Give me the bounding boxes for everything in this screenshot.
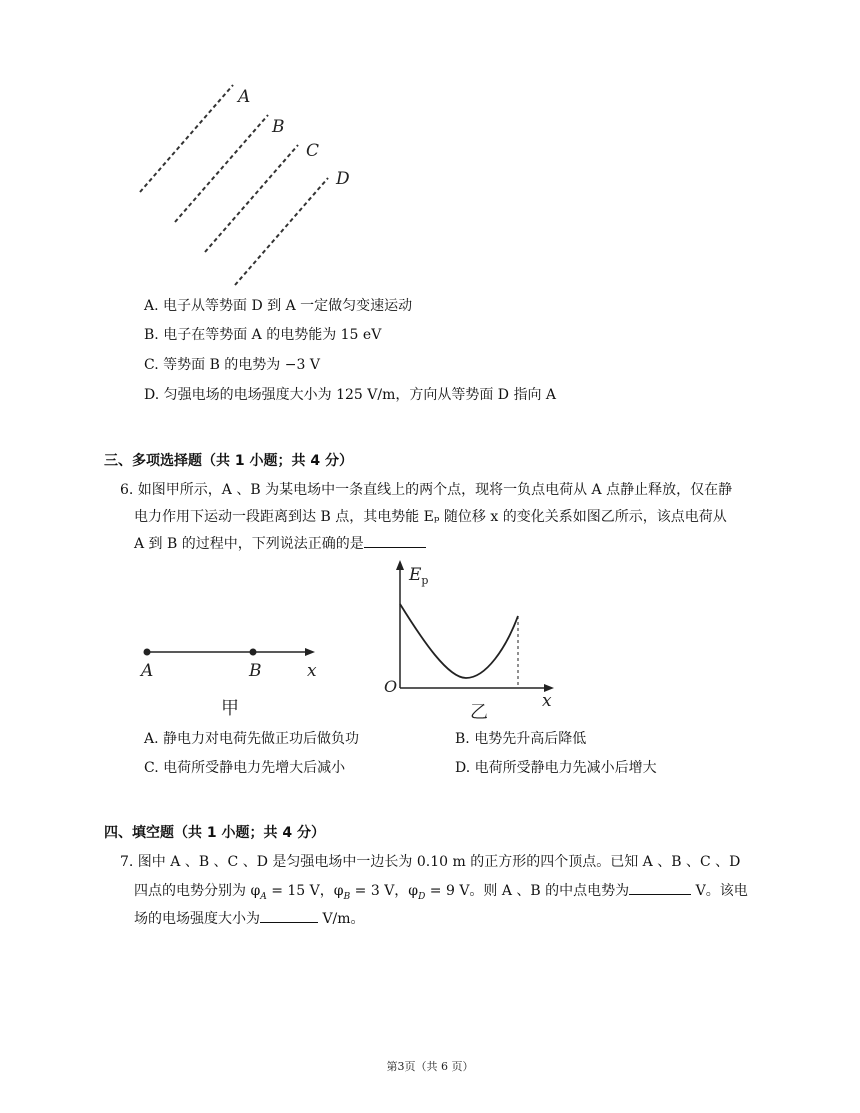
q5-option-b[interactable]: B. 电子在等势面 A 的电势能为 15 eV (144, 327, 382, 343)
q7-text: = 9 V。则 A 、B 的中点电势为 (425, 883, 630, 899)
q7-line-3 (134, 908, 365, 929)
caption-yi: 乙 (470, 702, 488, 723)
point-b-dot (250, 649, 257, 656)
origin-label: O (384, 677, 398, 696)
subscript-d: D (418, 891, 426, 902)
q7-line-2 (134, 880, 748, 907)
plane-a-label: A (238, 87, 251, 107)
x-axis-label-yi: x (542, 691, 552, 711)
plane-b-label: B (272, 117, 285, 137)
q6-option-a[interactable]: A. 静电力对电荷先做正功后做负功 (144, 731, 360, 747)
figure-yi (378, 556, 568, 726)
point-b-label: B (249, 661, 262, 681)
subscript-a: A (260, 891, 267, 902)
q7-text: V。该电 (691, 883, 748, 899)
x-axis-label: x (307, 661, 317, 681)
q6-line-2: 电力作用下运动一段距离到达 B 点，其电势能 Eₚ 随位移 x 的变化关系如图乙所示，该点电荷从 (134, 509, 727, 525)
q5-option-c[interactable]: C. 等势面 B 的电势为 −3 V (144, 357, 320, 373)
q6-line-1: 6. 如图甲所示，A 、B 为某电场中一条直线上的两个点，现将一负点电荷从 A 点静止释放，仅在静 (120, 482, 733, 498)
q5-option-d[interactable]: D. 匀强电场的电场强度大小为 125 V/m，方向从等势面 D 指向 A (144, 387, 557, 403)
q7-blank-1[interactable] (629, 880, 691, 895)
plane-d-label: D (336, 169, 350, 189)
point-a-label: A (141, 661, 154, 681)
q6-line-3-text: A 到 B 的过程中，下列说法正确的是 (134, 536, 364, 552)
q7-text: = 3 V，φ (350, 883, 419, 899)
q7-text: = 15 V，φ (266, 883, 344, 899)
ep-curve (400, 604, 518, 678)
figure-jia (135, 640, 335, 720)
q7-text: V/m。 (318, 911, 365, 927)
section-4-title: 四、填空题（共 1 小题；共 4 分） (104, 825, 325, 841)
section-3-title: 三、多项选择题（共 1 小题；共 4 分） (104, 453, 353, 469)
q7-blank-2[interactable] (260, 908, 318, 923)
equipotential-figure (130, 80, 370, 300)
q6-option-d[interactable]: D. 电荷所受静电力先减小后增大 (455, 760, 657, 776)
plane-a-line (140, 85, 233, 192)
q6-option-b[interactable]: B. 电势先升高后降低 (455, 731, 587, 747)
subscript-b: B (343, 891, 351, 902)
q7-line-1: 7. 图中 A 、B 、C 、D 是匀强电场中一边长为 0.10 m 的正方形的四个顶点。已知 A 、B 、C 、D (120, 854, 741, 870)
caption-jia: 甲 (221, 698, 239, 719)
plane-c-label: C (306, 141, 320, 161)
q6-line-3 (134, 533, 426, 554)
page-footer: 第3页（共 6 页） (386, 1060, 474, 1073)
q7-text: 四点的电势分别为 φ (134, 883, 261, 899)
q5-option-a[interactable]: A. 电子从等势面 D 到 A 一定做匀变速运动 (144, 298, 413, 314)
plane-d-line (235, 178, 328, 285)
q7-text: 场的电场强度大小为 (134, 911, 260, 927)
point-a-dot (144, 649, 151, 656)
q6-answer-blank[interactable] (364, 533, 426, 548)
y-axis-label: $E_p$ (409, 565, 429, 587)
plane-c-line (205, 145, 298, 252)
plane-b-line (175, 115, 268, 222)
q6-option-c[interactable]: C. 电荷所受静电力先增大后减小 (144, 760, 346, 776)
